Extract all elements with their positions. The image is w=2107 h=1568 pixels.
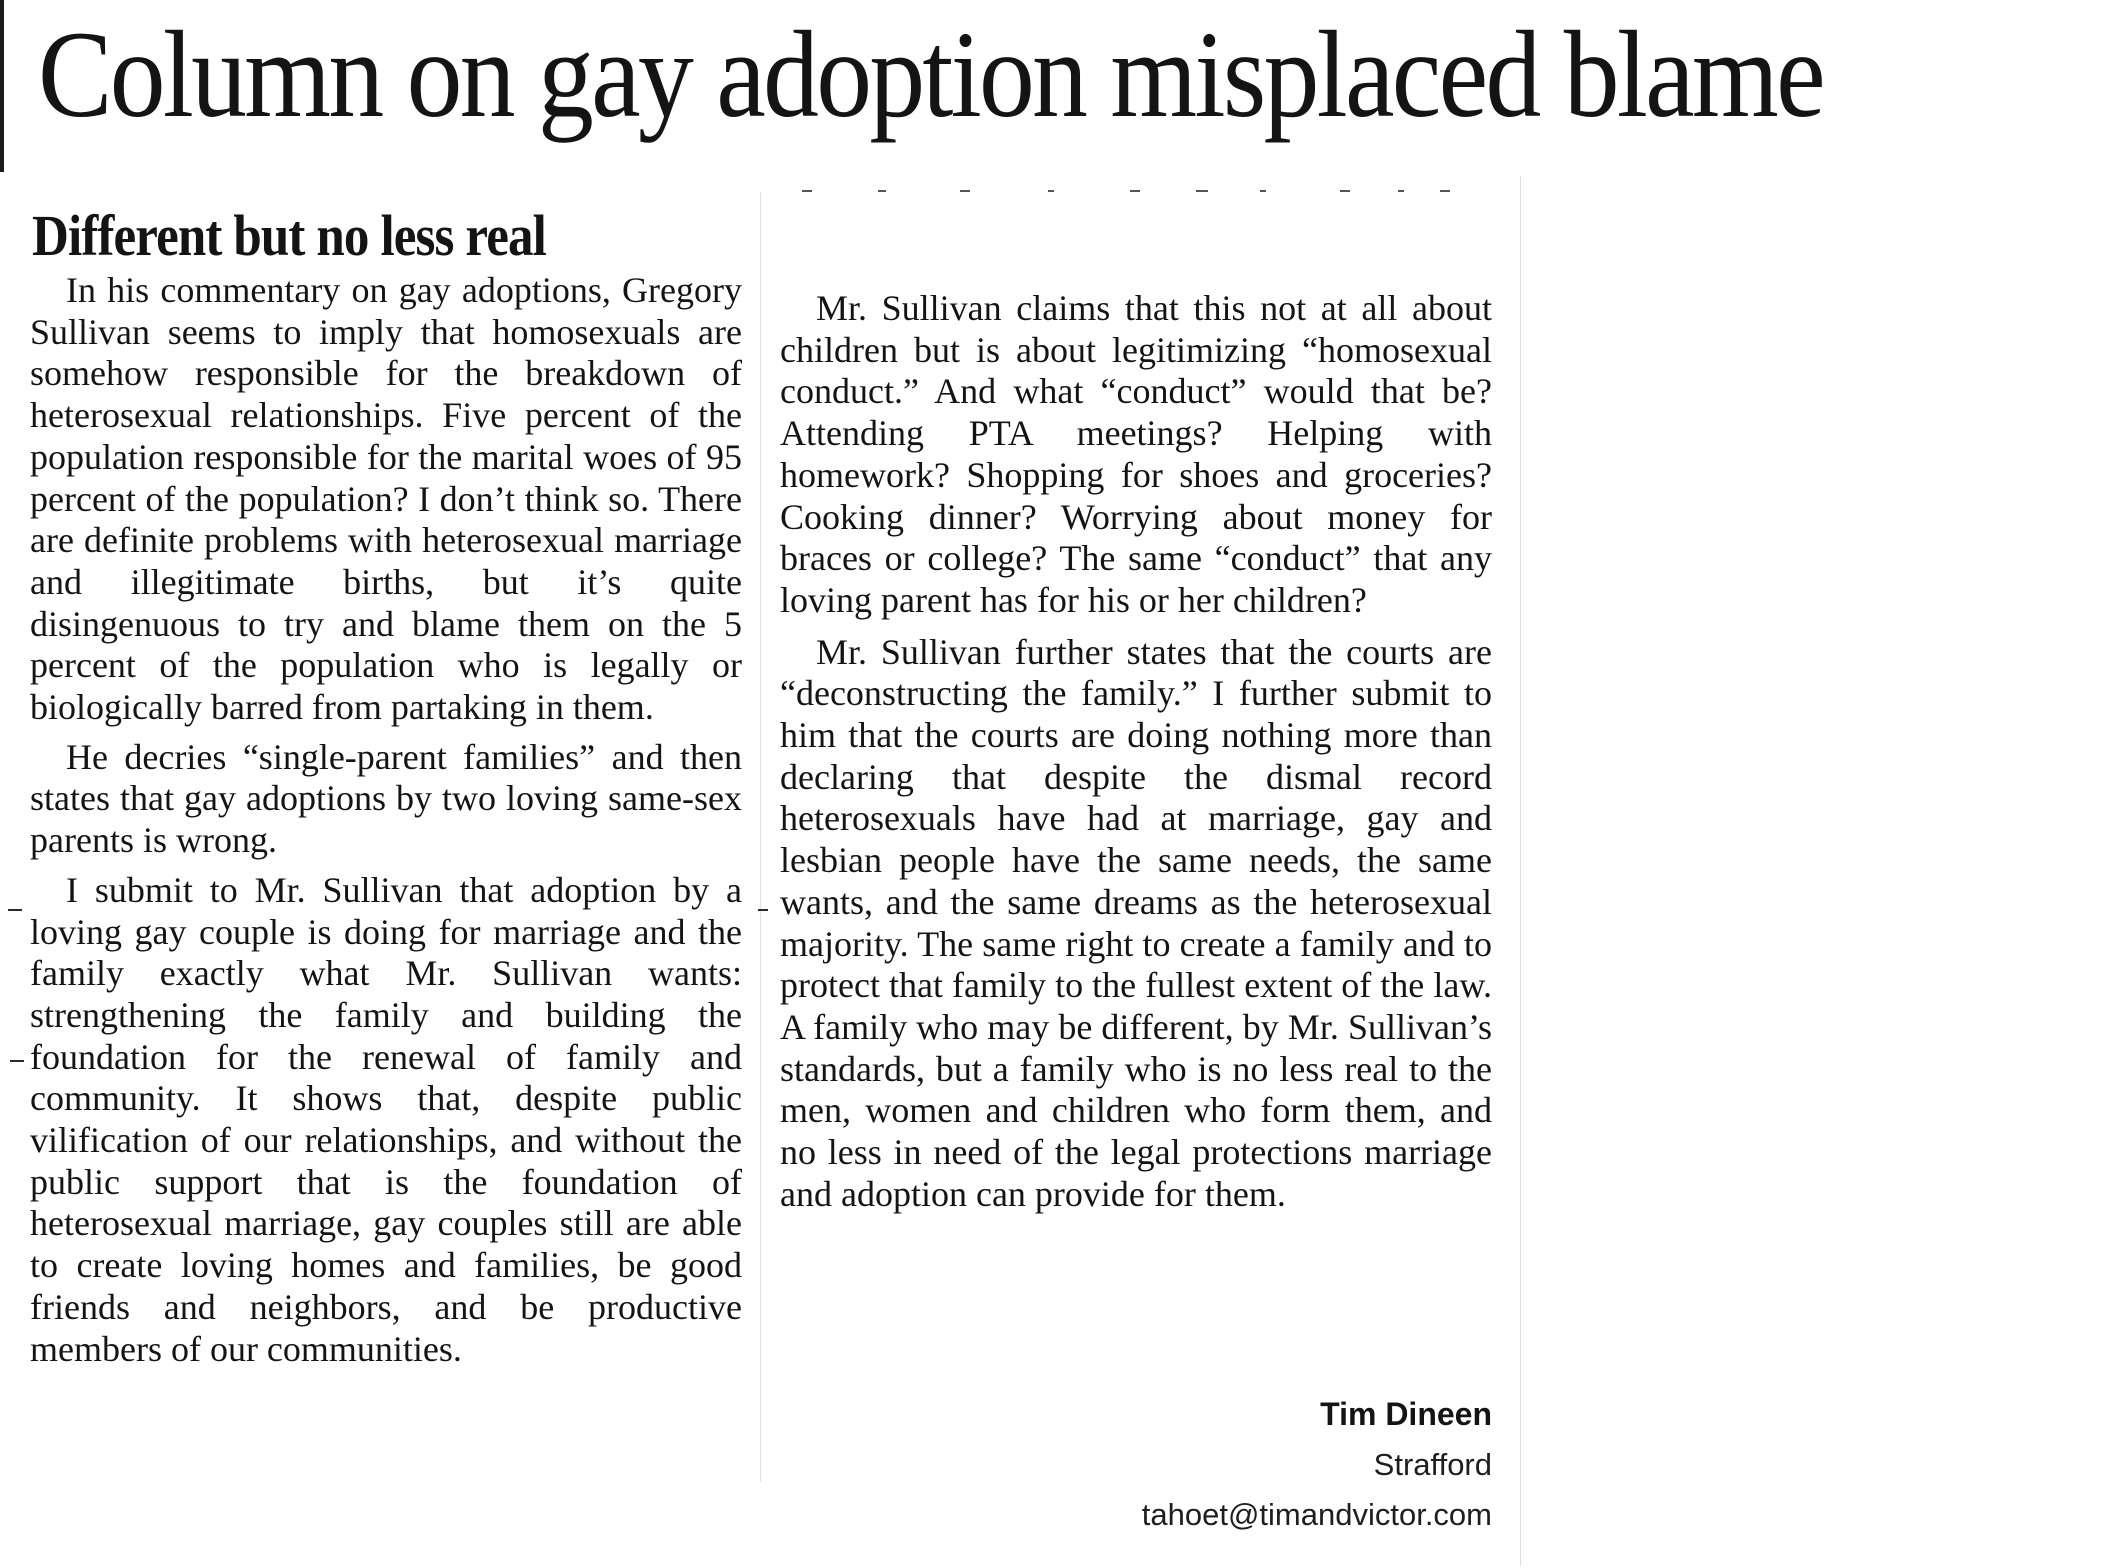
- paragraph: Mr. Sullivan claims that this not at all about children but is about legitimizing “homosexual conduct.” And what “conduct” would that be? Attending PTA meetings? Helping with homework? Shopping for shoes and groceries? Cooking dinner? Worrying about money for braces or college? The same “conduct” that any loving parent has for his or her children?: [780, 288, 1492, 620]
- body-column-left: [30, 270, 742, 1378]
- left-margin-rule: [0, 0, 4, 172]
- margin-tick: [758, 909, 768, 911]
- subhead: Different but no less real: [32, 203, 546, 268]
- margin-tick: [8, 909, 22, 911]
- paragraph: I submit to Mr. Sullivan that adoption by a loving gay couple is doing for marriage and the family exactly what Mr. Sullivan wants: strengthening the family and building the foundation for the renewal of family and community. It shows that, despite public vilification of our relationships, and without the public support that is the foundation of heterosexual marriage, gay couples still are able to create loving homes and families, be good friends and neighbors, and be productive members of our communities.: [30, 869, 742, 1369]
- column-gutter: [760, 192, 761, 1482]
- author-email: tahoet@timandvictor.com: [1141, 1497, 1492, 1532]
- paragraph: Mr. Sullivan further states that the courts are “deconstructing the family.” I further submit to him that the courts are doing nothing more than declaring that despite the dismal record heterosexuals have had at marriage, gay and lesbian people have the same needs, the same wants, and the same dreams as the heterosexual majority. The same right to create a family and to protect that family to the fullest extent of the law. A family who may be different, by Mr. Sullivan’s standards, but a family who is no less real to the men, women and children who form them, and no less in need of the legal protections marriage and adoption can provide for them.: [780, 631, 1492, 1214]
- paragraph: In his commentary on gay adoptions, Gregory Sullivan seems to imply that homosexuals are somehow responsible for the breakdown of heterosexual relationships. Five percent of the population responsible for the marital woes of 95 percent of the population? I don’t think so. There are definite problems with heterosexual marriage and illegitimate births, but it’s quite disingenuous to try and blame them on the 5 percent of the population who is legally or biologically barred from partaking in them.: [30, 270, 742, 728]
- scan-artifact-dashes: [780, 182, 1480, 202]
- letter-signature: [1000, 1388, 1492, 1540]
- headline: Column on gay adoption misplaced blame: [38, 6, 1823, 143]
- author-town: Strafford: [1373, 1447, 1492, 1482]
- body-column-right: [780, 288, 1492, 1223]
- clipped-text-remnant: [780, 182, 1480, 202]
- article-right-edge: [1520, 176, 1521, 1566]
- margin-tick: [10, 1060, 24, 1062]
- paragraph: He decries “single-parent families” and then states that gay adoptions by two loving same-sex parents is wrong.: [30, 736, 742, 861]
- author-name: Tim Dineen: [1320, 1396, 1492, 1432]
